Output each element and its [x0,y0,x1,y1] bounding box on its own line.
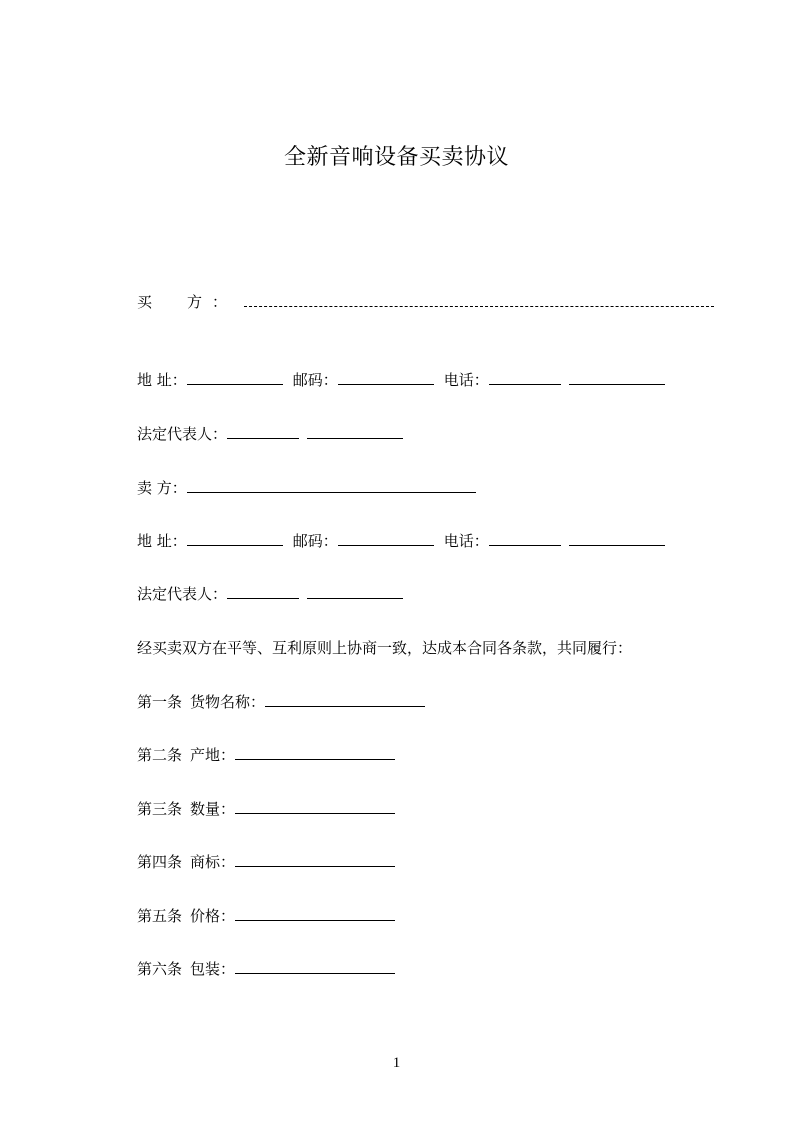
clause-5 [137,905,395,927]
clause-number: 第一条 [137,693,183,711]
seller-postcode-label: 邮码： [292,532,338,550]
clause-label: 包装： [190,960,236,978]
buyer-label: 买 方： [137,293,238,311]
clause-number: 第三条 [137,800,183,818]
clause-label: 商标： [190,853,236,871]
seller-label: 卖 方： [137,479,187,497]
clause-label: 价格： [190,907,236,925]
clause-number: 第二条 [137,746,183,764]
clause-field-quantity[interactable] [235,799,395,814]
clause-field-price[interactable] [235,906,395,921]
buyer-legal-rep-line [137,423,403,445]
clause-6 [137,958,395,980]
seller-name-field[interactable] [187,478,476,493]
clause-number: 第六条 [137,960,183,978]
seller-phone-field[interactable] [489,531,561,546]
buyer-phone-field-2[interactable] [569,370,665,385]
seller-postcode-field[interactable] [338,531,434,546]
buyer-phone-label: 电话： [443,371,489,389]
clause-1 [137,691,425,713]
clause-4 [137,851,395,873]
seller-legal-rep-field[interactable] [227,584,299,599]
seller-legal-rep-label: 法定代表人： [137,585,228,603]
seller-line [137,477,476,499]
page-number: 1 [392,1055,401,1071]
seller-address-field[interactable] [187,531,283,546]
clause-field-packaging[interactable] [235,959,395,974]
clause-number: 第五条 [137,907,183,925]
buyer-postcode-label: 邮码： [292,371,338,389]
buyer-line [137,291,714,313]
clause-2 [137,744,395,766]
buyer-address-line [137,369,665,391]
buyer-phone-field[interactable] [489,370,561,385]
clause-3 [137,798,395,820]
clause-label: 产地： [190,746,236,764]
intro-paragraph: 经买卖双方在平等、互利原则上协商一致，达成本合同各条款，共同履行： [137,639,633,657]
seller-phone-field-2[interactable] [569,531,665,546]
buyer-legal-rep-label: 法定代表人： [137,425,228,443]
clause-field-origin[interactable] [235,745,395,760]
seller-legal-rep-field-2[interactable] [307,584,403,599]
seller-address-label: 地 址： [137,532,187,550]
buyer-legal-rep-field[interactable] [227,424,299,439]
buyer-name-field[interactable] [244,292,714,307]
seller-phone-label: 电话： [443,532,489,550]
clause-label: 数量： [190,800,236,818]
clause-label: 货物名称： [190,693,266,711]
clause-number: 第四条 [137,853,183,871]
buyer-address-field[interactable] [187,370,283,385]
clause-field-trademark[interactable] [235,852,395,867]
buyer-address-label: 地 址： [137,371,187,389]
document-title: 全新音响设备买卖协议 [283,145,509,170]
clause-field-goods-name[interactable] [265,692,425,707]
buyer-postcode-field[interactable] [338,370,434,385]
seller-legal-rep-line [137,583,403,605]
seller-address-line [137,530,665,552]
buyer-legal-rep-field-2[interactable] [307,424,403,439]
